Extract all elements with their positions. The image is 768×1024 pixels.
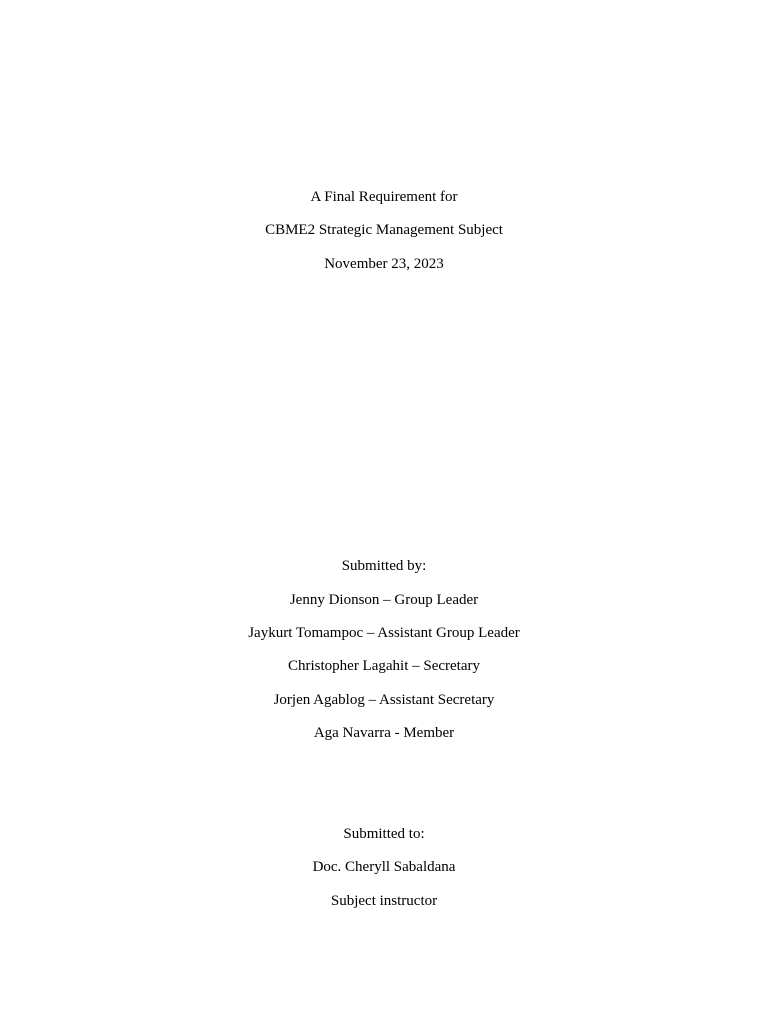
date-line: November 23, 2023 bbox=[324, 256, 444, 272]
member-line: Jenny Dionson – Group Leader bbox=[289, 592, 479, 608]
instructor-name: Doc. Cheryll Sabaldana bbox=[312, 859, 456, 875]
submitted-by-heading: Submitted by: bbox=[341, 558, 427, 574]
submitted-to-heading: Submitted to: bbox=[343, 826, 425, 842]
member-line: Jorjen Agablog – Assistant Secretary bbox=[273, 692, 495, 708]
member-line: Jaykurt Tomampoc – Assistant Group Leader bbox=[248, 625, 520, 641]
subject-line: CBME2 Strategic Management Subject bbox=[265, 222, 503, 238]
instructor-role: Subject instructor bbox=[330, 893, 438, 909]
member-line: Aga Navarra - Member bbox=[313, 725, 455, 741]
requirement-line: A Final Requirement for bbox=[310, 189, 458, 205]
member-line: Christopher Lagahit – Secretary bbox=[287, 658, 481, 674]
